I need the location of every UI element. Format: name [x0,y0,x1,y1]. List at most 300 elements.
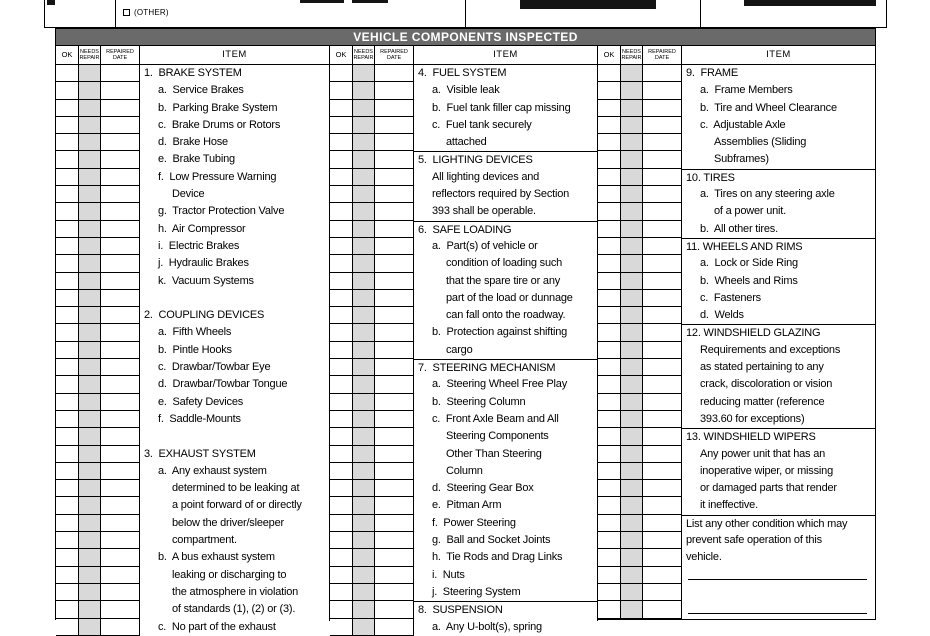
repaired-date-cell[interactable] [101,221,140,238]
needs-repair-checkbox-cell[interactable] [353,359,375,376]
ok-checkbox-cell[interactable] [330,82,353,99]
repaired-date-cell[interactable] [101,186,140,203]
needs-repair-checkbox-cell[interactable] [79,273,101,290]
needs-repair-checkbox-cell[interactable] [79,584,101,601]
repaired-date-cell[interactable] [101,532,140,549]
ok-checkbox-cell[interactable] [330,619,353,636]
ok-checkbox-cell[interactable] [330,100,353,117]
ok-checkbox-cell[interactable] [56,82,79,99]
needs-repair-checkbox-cell[interactable] [79,463,101,480]
ok-checkbox-cell[interactable] [598,221,621,238]
repaired-date-cell[interactable] [643,584,682,601]
repaired-date-cell[interactable] [101,151,140,168]
ok-checkbox-cell[interactable] [598,134,621,151]
repaired-date-cell[interactable] [101,273,140,290]
needs-repair-checkbox-cell[interactable] [621,134,643,151]
ok-checkbox-cell[interactable] [56,480,79,497]
ok-checkbox-cell[interactable] [330,532,353,549]
repaired-date-cell[interactable] [375,82,414,99]
needs-repair-checkbox-cell[interactable] [621,567,643,584]
repaired-date-cell[interactable] [375,100,414,117]
ok-checkbox-cell[interactable] [330,134,353,151]
repaired-date-cell[interactable] [643,376,682,393]
ok-checkbox-cell[interactable] [56,428,79,445]
repaired-date-cell[interactable] [375,203,414,220]
ok-checkbox-cell[interactable] [330,428,353,445]
ok-checkbox-cell[interactable] [330,601,353,618]
needs-repair-checkbox-cell[interactable] [621,151,643,168]
repaired-date-cell[interactable] [375,463,414,480]
repaired-date-cell[interactable] [643,151,682,168]
needs-repair-checkbox-cell[interactable] [621,480,643,497]
needs-repair-checkbox-cell[interactable] [353,238,375,255]
needs-repair-checkbox-cell[interactable] [353,221,375,238]
ok-checkbox-cell[interactable] [330,238,353,255]
needs-repair-checkbox-cell[interactable] [353,584,375,601]
ok-checkbox-cell[interactable] [330,255,353,272]
needs-repair-checkbox-cell[interactable] [79,134,101,151]
repaired-date-cell[interactable] [643,221,682,238]
needs-repair-checkbox-cell[interactable] [621,532,643,549]
needs-repair-checkbox-cell[interactable] [621,497,643,514]
repaired-date-cell[interactable] [375,480,414,497]
repaired-date-cell[interactable] [375,515,414,532]
repaired-date-cell[interactable] [643,446,682,463]
repaired-date-cell[interactable] [375,446,414,463]
repaired-date-cell[interactable] [375,342,414,359]
needs-repair-checkbox-cell[interactable] [353,82,375,99]
ok-checkbox-cell[interactable] [56,307,79,324]
ok-checkbox-cell[interactable] [330,117,353,134]
ok-checkbox-cell[interactable] [56,324,79,341]
repaired-date-cell[interactable] [375,601,414,618]
repaired-date-cell[interactable] [643,549,682,566]
needs-repair-checkbox-cell[interactable] [353,273,375,290]
ok-checkbox-cell[interactable] [598,567,621,584]
needs-repair-checkbox-cell[interactable] [621,376,643,393]
repaired-date-cell[interactable] [101,100,140,117]
ok-checkbox-cell[interactable] [330,394,353,411]
needs-repair-checkbox-cell[interactable] [353,255,375,272]
ok-checkbox-cell[interactable] [56,117,79,134]
repaired-date-cell[interactable] [375,221,414,238]
ok-checkbox-cell[interactable] [56,359,79,376]
repaired-date-cell[interactable] [643,601,682,618]
ok-checkbox-cell[interactable] [598,255,621,272]
ok-checkbox-cell[interactable] [598,169,621,186]
ok-checkbox-cell[interactable] [56,411,79,428]
repaired-date-cell[interactable] [101,515,140,532]
ok-checkbox-cell[interactable] [598,394,621,411]
repaired-date-cell[interactable] [643,255,682,272]
ok-checkbox-cell[interactable] [330,203,353,220]
repaired-date-cell[interactable] [643,342,682,359]
repaired-date-cell[interactable] [643,238,682,255]
needs-repair-checkbox-cell[interactable] [621,255,643,272]
ok-checkbox-cell[interactable] [330,376,353,393]
needs-repair-checkbox-cell[interactable] [353,411,375,428]
needs-repair-checkbox-cell[interactable] [353,307,375,324]
repaired-date-cell[interactable] [643,359,682,376]
needs-repair-checkbox-cell[interactable] [353,100,375,117]
repaired-date-cell[interactable] [375,134,414,151]
ok-checkbox-cell[interactable] [56,203,79,220]
ok-checkbox-cell[interactable] [598,463,621,480]
ok-checkbox-cell[interactable] [56,169,79,186]
repaired-date-cell[interactable] [643,532,682,549]
ok-checkbox-cell[interactable] [56,601,79,618]
ok-checkbox-cell[interactable] [56,446,79,463]
needs-repair-checkbox-cell[interactable] [353,324,375,341]
ok-checkbox-cell[interactable] [330,186,353,203]
needs-repair-checkbox-cell[interactable] [621,411,643,428]
ok-checkbox-cell[interactable] [56,134,79,151]
ok-checkbox-cell[interactable] [330,497,353,514]
needs-repair-checkbox-cell[interactable] [79,151,101,168]
needs-repair-checkbox-cell[interactable] [79,255,101,272]
needs-repair-checkbox-cell[interactable] [621,169,643,186]
needs-repair-checkbox-cell[interactable] [79,567,101,584]
needs-repair-checkbox-cell[interactable] [353,463,375,480]
repaired-date-cell[interactable] [643,100,682,117]
ok-checkbox-cell[interactable] [598,376,621,393]
needs-repair-checkbox-cell[interactable] [79,515,101,532]
needs-repair-checkbox-cell[interactable] [353,169,375,186]
needs-repair-checkbox-cell[interactable] [621,117,643,134]
needs-repair-checkbox-cell[interactable] [79,65,101,82]
repaired-date-cell[interactable] [101,82,140,99]
needs-repair-checkbox-cell[interactable] [79,238,101,255]
col-header-text: NEEDS [80,48,99,55]
ok-checkbox-cell[interactable] [56,238,79,255]
repaired-date-cell[interactable] [375,307,414,324]
ok-checkbox-cell[interactable] [56,549,79,566]
needs-repair-checkbox-cell[interactable] [79,601,101,618]
needs-repair-checkbox-cell[interactable] [79,324,101,341]
ok-checkbox-cell[interactable] [56,151,79,168]
repaired-date-cell[interactable] [375,584,414,601]
repaired-date-cell[interactable] [101,203,140,220]
write-in-line[interactable] [682,601,875,618]
col-header-text: REPAIRED [106,48,134,55]
needs-repair-checkbox-cell[interactable] [79,549,101,566]
ok-checkbox-cell[interactable] [598,428,621,445]
needs-repair-checkbox-cell[interactable] [79,376,101,393]
needs-repair-checkbox-cell[interactable] [353,428,375,445]
needs-repair-checkbox-cell[interactable] [79,359,101,376]
needs-repair-checkbox-cell[interactable] [353,480,375,497]
ok-checkbox-cell[interactable] [56,221,79,238]
repaired-date-cell[interactable] [375,428,414,445]
ok-checkbox-cell[interactable] [330,273,353,290]
ok-checkbox-cell[interactable] [598,238,621,255]
repaired-date-cell[interactable] [375,273,414,290]
needs-repair-checkbox-cell[interactable] [353,186,375,203]
ok-checkbox-cell[interactable] [330,221,353,238]
ok-checkbox-cell[interactable] [598,117,621,134]
ok-checkbox-cell[interactable] [330,324,353,341]
needs-repair-checkbox-cell[interactable] [621,273,643,290]
needs-repair-checkbox-cell[interactable] [353,290,375,307]
repaired-date-cell[interactable] [101,290,140,307]
needs-repair-checkbox-cell[interactable] [621,186,643,203]
ok-checkbox-cell[interactable] [330,342,353,359]
needs-repair-checkbox-cell[interactable] [353,619,375,636]
ok-checkbox-cell[interactable] [598,480,621,497]
ok-checkbox-cell[interactable] [56,290,79,307]
ok-checkbox-cell[interactable] [56,65,79,82]
ok-checkbox-cell[interactable] [330,359,353,376]
repaired-date-cell[interactable] [101,601,140,618]
needs-repair-checkbox-cell[interactable] [79,100,101,117]
ok-checkbox-cell[interactable] [598,497,621,514]
repaired-date-cell[interactable] [375,619,414,636]
ok-checkbox-cell[interactable] [598,359,621,376]
ok-checkbox-cell[interactable] [330,549,353,566]
repaired-date-cell[interactable] [375,186,414,203]
repaired-date-cell[interactable] [375,359,414,376]
repaired-date-cell[interactable] [375,117,414,134]
needs-repair-checkbox-cell[interactable] [79,169,101,186]
ok-checkbox-cell[interactable] [598,186,621,203]
needs-repair-checkbox-cell[interactable] [621,428,643,445]
needs-repair-checkbox-cell[interactable] [353,151,375,168]
ok-checkbox-cell[interactable] [598,307,621,324]
ok-checkbox-cell[interactable] [56,463,79,480]
repaired-date-cell[interactable] [643,273,682,290]
ok-checkbox-cell[interactable] [56,394,79,411]
needs-repair-checkbox-cell[interactable] [353,446,375,463]
repaired-date-cell[interactable] [375,151,414,168]
needs-repair-checkbox-cell[interactable] [79,411,101,428]
needs-repair-checkbox-cell[interactable] [79,307,101,324]
needs-repair-checkbox-cell[interactable] [353,567,375,584]
needs-repair-checkbox-cell[interactable] [353,532,375,549]
ok-checkbox-cell[interactable] [56,376,79,393]
repaired-date-cell[interactable] [375,324,414,341]
ok-checkbox-cell[interactable] [56,567,79,584]
ok-checkbox-cell[interactable] [56,186,79,203]
repaired-date-cell[interactable] [643,324,682,341]
write-in-line[interactable] [682,567,875,584]
repaired-date-cell[interactable] [101,619,140,636]
repaired-date-cell[interactable] [375,567,414,584]
needs-repair-checkbox-cell[interactable] [621,446,643,463]
needs-repair-checkbox-cell[interactable] [621,65,643,82]
needs-repair-checkbox-cell[interactable] [621,238,643,255]
repaired-date-cell[interactable] [101,463,140,480]
needs-repair-checkbox-cell[interactable] [621,203,643,220]
repaired-date-cell[interactable] [101,359,140,376]
needs-repair-checkbox-cell[interactable] [621,221,643,238]
repaired-date-cell[interactable] [643,169,682,186]
repaired-date-cell[interactable] [375,376,414,393]
needs-repair-checkbox-cell[interactable] [353,601,375,618]
repaired-date-cell[interactable] [101,169,140,186]
repaired-date-cell[interactable] [643,290,682,307]
repaired-date-cell[interactable] [643,117,682,134]
repaired-date-cell[interactable] [101,324,140,341]
needs-repair-checkbox-cell[interactable] [353,134,375,151]
repaired-date-cell[interactable] [643,428,682,445]
repaired-date-cell[interactable] [643,567,682,584]
ok-checkbox-cell[interactable] [330,515,353,532]
needs-repair-checkbox-cell[interactable] [353,549,375,566]
needs-repair-checkbox-cell[interactable] [621,584,643,601]
repaired-date-cell[interactable] [375,549,414,566]
ok-checkbox-cell[interactable] [598,290,621,307]
repaired-date-cell[interactable] [375,290,414,307]
ok-checkbox-cell[interactable] [330,584,353,601]
repaired-date-cell[interactable] [101,65,140,82]
ok-checkbox-cell[interactable] [330,411,353,428]
ok-checkbox-cell[interactable] [330,169,353,186]
needs-repair-checkbox-cell[interactable] [621,307,643,324]
ok-checkbox-cell[interactable] [56,342,79,359]
repaired-date-cell[interactable] [101,342,140,359]
repaired-date-cell[interactable] [643,411,682,428]
repaired-date-cell[interactable] [643,480,682,497]
needs-repair-checkbox-cell[interactable] [353,394,375,411]
needs-repair-checkbox-cell[interactable] [353,497,375,514]
ok-checkbox-cell[interactable] [598,601,621,618]
repaired-date-cell[interactable] [643,65,682,82]
repaired-date-cell[interactable] [101,307,140,324]
needs-repair-checkbox-cell[interactable] [353,376,375,393]
needs-repair-checkbox-cell[interactable] [79,203,101,220]
ok-checkbox-cell[interactable] [56,619,79,636]
repaired-date-cell[interactable] [101,394,140,411]
needs-repair-checkbox-cell[interactable] [353,65,375,82]
repaired-date-cell[interactable] [101,238,140,255]
repaired-date-cell[interactable] [643,307,682,324]
ok-checkbox-cell[interactable] [598,515,621,532]
ok-checkbox-cell[interactable] [598,65,621,82]
ok-checkbox-cell[interactable] [330,307,353,324]
needs-repair-checkbox-cell[interactable] [79,290,101,307]
ok-checkbox-cell[interactable] [56,515,79,532]
needs-repair-checkbox-cell[interactable] [79,394,101,411]
needs-repair-checkbox-cell[interactable] [79,619,101,636]
repaired-date-cell[interactable] [101,376,140,393]
ok-checkbox-cell[interactable] [598,203,621,220]
ok-checkbox-cell[interactable] [598,342,621,359]
repaired-date-cell[interactable] [375,169,414,186]
needs-repair-checkbox-cell[interactable] [621,100,643,117]
needs-repair-checkbox-cell[interactable] [353,515,375,532]
repaired-date-cell[interactable] [101,584,140,601]
ok-checkbox-cell[interactable] [598,411,621,428]
needs-repair-checkbox-cell[interactable] [353,117,375,134]
repaired-date-cell[interactable] [101,411,140,428]
repaired-date-cell[interactable] [101,446,140,463]
repaired-date-cell[interactable] [375,238,414,255]
repaired-date-cell[interactable] [101,134,140,151]
ok-checkbox-cell[interactable] [598,100,621,117]
needs-repair-checkbox-cell[interactable] [621,82,643,99]
ok-checkbox-cell[interactable] [56,497,79,514]
repaired-date-cell[interactable] [101,428,140,445]
needs-repair-checkbox-cell[interactable] [621,463,643,480]
needs-repair-checkbox-cell[interactable] [79,480,101,497]
ok-checkbox-cell[interactable] [56,100,79,117]
needs-repair-checkbox-cell[interactable] [621,601,643,618]
repaired-date-cell[interactable] [643,497,682,514]
repaired-date-cell[interactable] [375,497,414,514]
ok-checkbox-cell[interactable] [56,532,79,549]
repaired-date-cell[interactable] [101,480,140,497]
ok-checkbox-cell[interactable] [330,480,353,497]
repaired-date-cell[interactable] [643,134,682,151]
repaired-date-cell[interactable] [643,394,682,411]
needs-repair-checkbox-cell[interactable] [621,342,643,359]
ok-checkbox-cell[interactable] [598,584,621,601]
ok-checkbox-cell[interactable] [56,584,79,601]
needs-repair-checkbox-cell[interactable] [79,221,101,238]
ok-checkbox-cell[interactable] [330,446,353,463]
repaired-date-cell[interactable] [643,203,682,220]
repaired-date-cell[interactable] [101,549,140,566]
ok-checkbox-cell[interactable] [598,273,621,290]
needs-repair-checkbox-cell[interactable] [79,446,101,463]
needs-repair-checkbox-cell[interactable] [621,290,643,307]
ok-checkbox-cell[interactable] [598,151,621,168]
needs-repair-checkbox-cell[interactable] [621,324,643,341]
ok-checkbox-cell[interactable] [598,532,621,549]
repaired-date-cell[interactable] [375,411,414,428]
repaired-date-cell[interactable] [375,65,414,82]
ok-checkbox-cell[interactable] [598,82,621,99]
other-checkbox[interactable] [123,9,130,16]
ok-checkbox-cell[interactable] [330,65,353,82]
ok-checkbox-cell[interactable] [330,290,353,307]
repaired-date-cell[interactable] [375,394,414,411]
repaired-date-cell[interactable] [375,255,414,272]
needs-repair-checkbox-cell[interactable] [79,428,101,445]
cropped-content-fragment [47,0,55,5]
needs-repair-checkbox-cell[interactable] [353,342,375,359]
ok-checkbox-cell[interactable] [598,549,621,566]
needs-repair-checkbox-cell[interactable] [79,82,101,99]
needs-repair-checkbox-cell[interactable] [79,117,101,134]
ok-checkbox-cell[interactable] [56,273,79,290]
needs-repair-checkbox-cell[interactable] [621,549,643,566]
repaired-date-cell[interactable] [101,497,140,514]
repaired-date-cell[interactable] [643,186,682,203]
needs-repair-checkbox-cell[interactable] [79,532,101,549]
ok-checkbox-cell[interactable] [56,255,79,272]
repaired-date-cell[interactable] [101,255,140,272]
ok-checkbox-cell[interactable] [330,567,353,584]
repaired-date-cell[interactable] [643,463,682,480]
ok-checkbox-cell[interactable] [330,151,353,168]
needs-repair-checkbox-cell[interactable] [621,359,643,376]
needs-repair-checkbox-cell[interactable] [353,203,375,220]
ok-checkbox-cell[interactable] [598,446,621,463]
repaired-date-cell[interactable] [375,532,414,549]
needs-repair-checkbox-cell[interactable] [621,394,643,411]
repaired-date-cell[interactable] [643,82,682,99]
needs-repair-checkbox-cell[interactable] [79,342,101,359]
ok-checkbox-cell[interactable] [598,324,621,341]
needs-repair-checkbox-cell[interactable] [79,497,101,514]
ok-checkbox-cell[interactable] [330,463,353,480]
repaired-date-cell[interactable] [643,515,682,532]
repaired-date-cell[interactable] [101,567,140,584]
needs-repair-checkbox-cell[interactable] [79,186,101,203]
needs-repair-checkbox-cell[interactable] [621,515,643,532]
repaired-date-cell[interactable] [101,117,140,134]
